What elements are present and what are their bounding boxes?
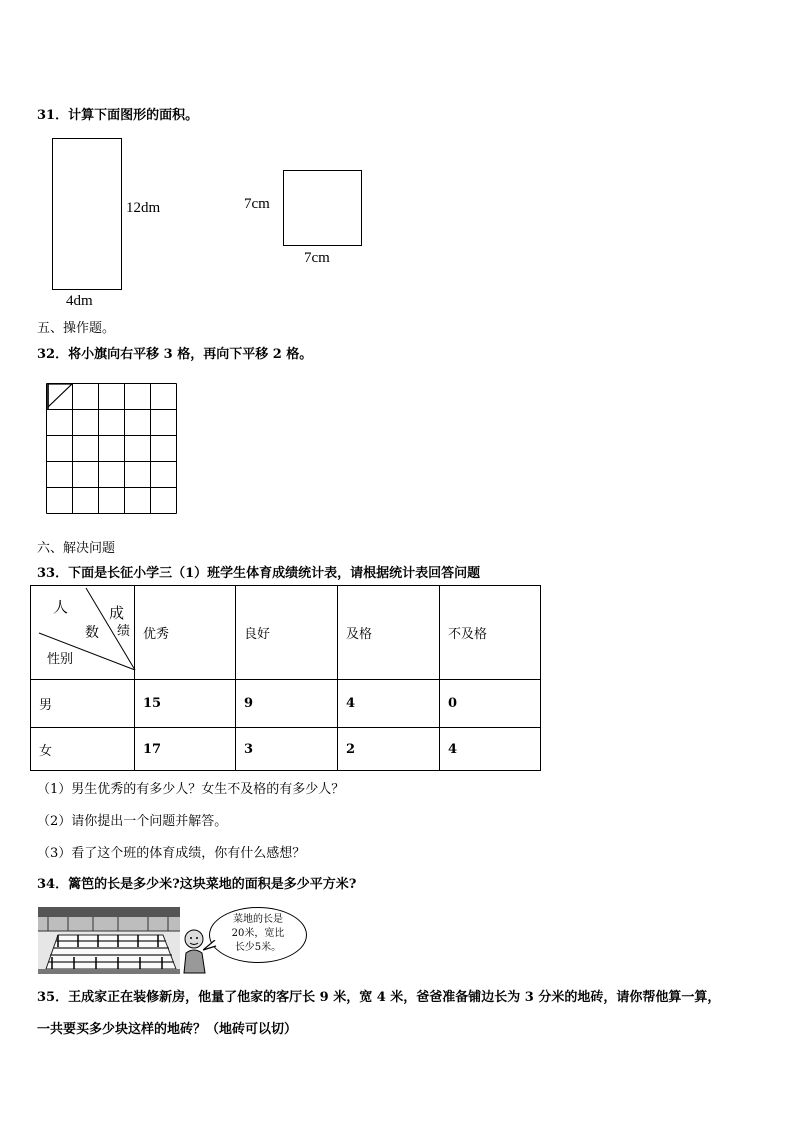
table-cell: 15 (135, 680, 236, 728)
flag-icon (48, 384, 72, 409)
rectangle-figure (52, 138, 122, 290)
table-cell: 4 (338, 680, 440, 728)
table-row (31, 680, 541, 728)
table-row (31, 728, 541, 771)
row-label: 女 (31, 728, 135, 771)
stats-table (30, 585, 541, 771)
header-cell: 优秀 (135, 586, 236, 680)
rect-width-label: 4dm (66, 293, 93, 309)
rect-height-label: 12dm (126, 200, 161, 216)
row-label: 男 (31, 680, 135, 728)
corner-shu: 数 (85, 625, 99, 641)
speech-bubble-tail (203, 940, 217, 952)
q33-title: 33．下面是长征小学三（1）班学生体育成绩统计表，请根据统计表回答问题 (37, 566, 481, 581)
q34-title: 34．篱笆的长是多少米?这块菜地的面积是多少平方米? (37, 877, 357, 892)
corner-ren: 人 (53, 598, 69, 616)
table-cell: 2 (338, 728, 440, 771)
square-bottom-label: 7cm (304, 250, 330, 266)
speech-bubble-text (218, 913, 298, 955)
grid-with-flag (46, 383, 178, 515)
q35-line1: 35．王成家正在装修新房，他量了他家的客厅长 9 米，宽 4 米，爸爸准备铺边长为 3 分米的地砖，请你帮他算一算， (37, 990, 721, 1005)
q33-sub1: （1）男生优秀的有多少人？女生不及格的有多少人？ (37, 782, 345, 797)
corner-ji: 绩 (117, 624, 131, 639)
q35-line2: 一共要买多少块这样的地砖？（地砖可以切） (37, 1022, 298, 1037)
header-cell: 及格 (338, 586, 440, 680)
table-cell: 3 (236, 728, 338, 771)
vegetable-garden-illustration (38, 907, 180, 974)
header-cell: 不及格 (440, 586, 541, 680)
section-6-heading: 六、解决问题 (37, 541, 116, 556)
table-cell: 4 (440, 728, 541, 771)
bubble-line: 长少5米。 (234, 942, 282, 953)
section-5-heading: 五、操作题。 (37, 321, 116, 336)
header-cell: 良好 (236, 586, 338, 680)
q33-sub2: （2）请你提出一个问题并解答。 (37, 814, 228, 829)
q33-sub3: （3）看了这个班的体育成绩，你有什么感想？ (37, 846, 306, 861)
table-cell: 0 (440, 680, 541, 728)
q31-title: 31．计算下面图形的面积。 (37, 108, 199, 123)
corner-cheng: 成 (109, 604, 125, 622)
q32-title: 32．将小旗向右平移 3 格，再向下平移 2 格。 (37, 347, 313, 362)
bubble-line: 菜地的长是 (233, 914, 283, 925)
table-cell: 17 (135, 728, 236, 771)
table-cell: 9 (236, 680, 338, 728)
corner-gender: 性别 (47, 652, 74, 667)
corner-cell (31, 586, 135, 680)
square-figure (283, 170, 362, 246)
bubble-line: 20米，宽比 (231, 928, 285, 939)
square-left-label: 7cm (244, 196, 270, 212)
